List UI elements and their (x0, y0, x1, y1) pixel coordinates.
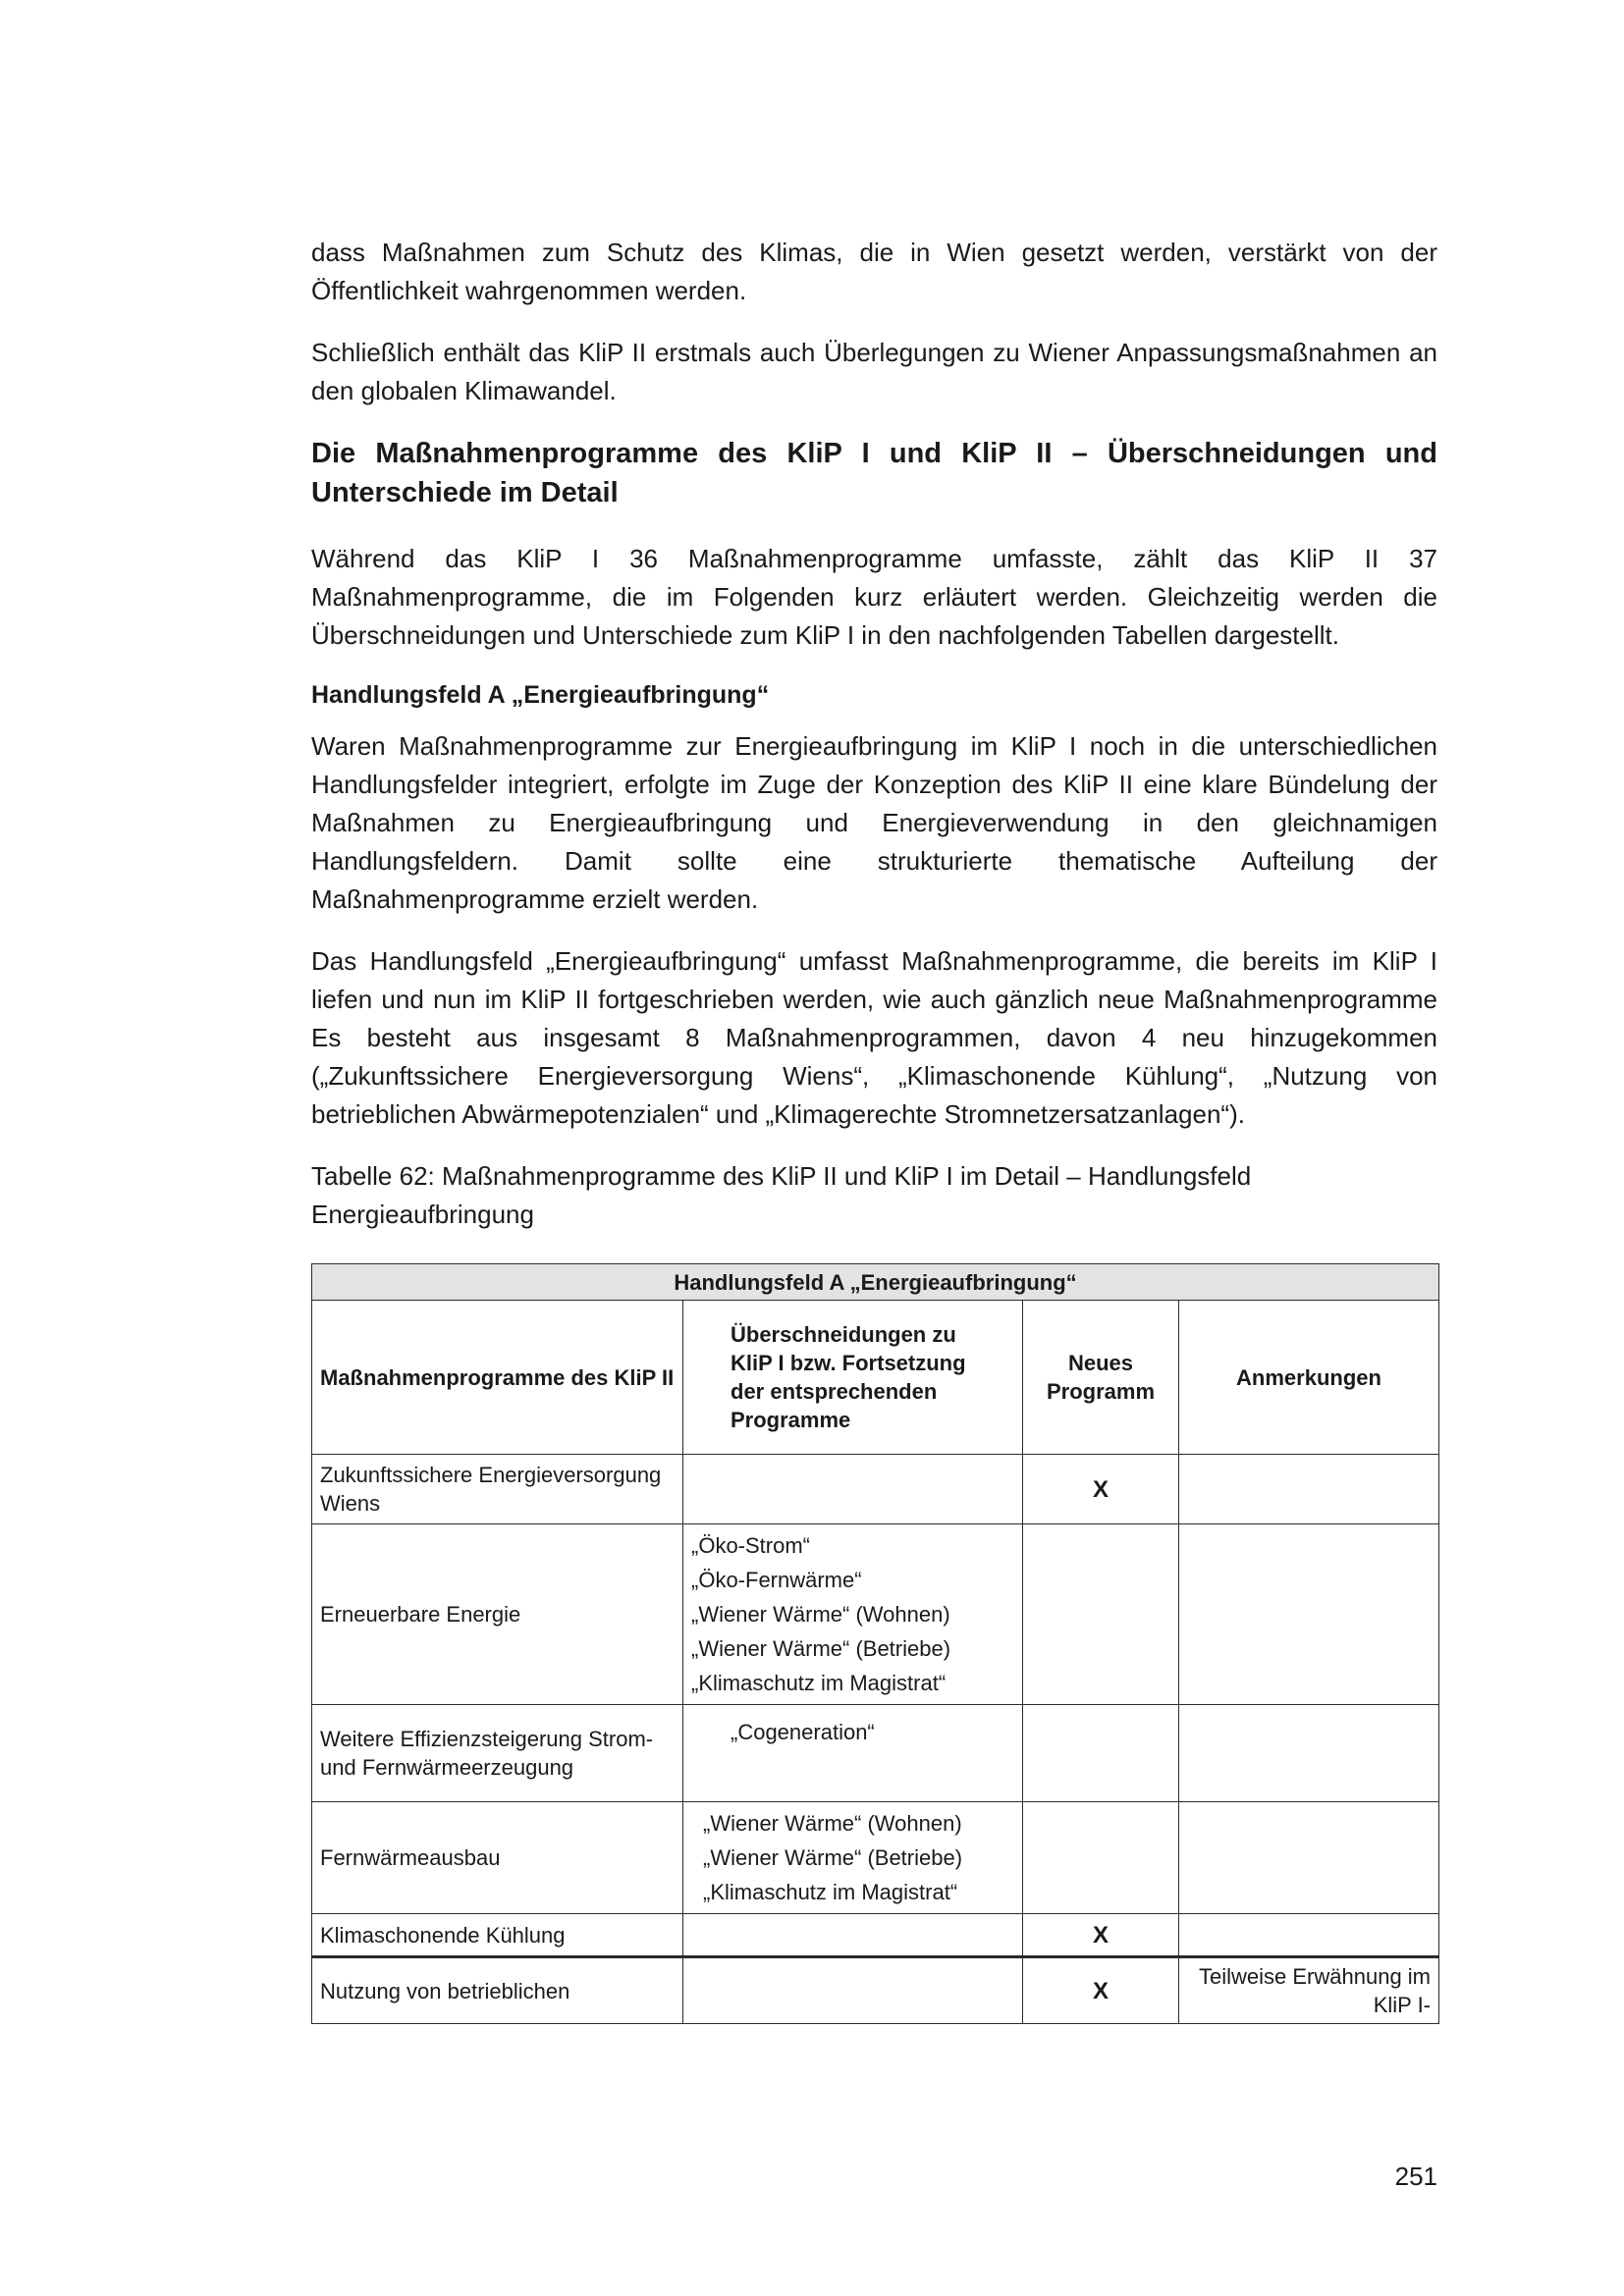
header-new-programme: Neues Programm (1023, 1301, 1179, 1455)
header-overlap: Überschneidungen zu KliP I bzw. Fortsetzung der entsprechenden Programme (683, 1301, 1023, 1455)
notes-cell (1179, 1705, 1439, 1802)
table-band-title: Handlungsfeld A „Energieaufbringung“ (312, 1264, 1439, 1301)
new-programme-mark: X (1023, 1957, 1179, 2024)
new-programme-mark: X (1023, 1455, 1179, 1524)
new-programme-mark (1023, 1524, 1179, 1705)
notes-cell: Teilweise Erwähnung im KliP I- (1179, 1957, 1439, 2024)
table-row (312, 1524, 1439, 1705)
overlap-item: „Öko-Strom“ (691, 1533, 810, 1558)
new-programme-mark (1023, 1705, 1179, 1802)
header-notes: Anmerkungen (1179, 1301, 1439, 1455)
overlap-cell (683, 1524, 1023, 1705)
programme-table (311, 1263, 1439, 2024)
overlap-item: „Wiener Wärme“ (Wohnen) (691, 1602, 950, 1627)
table-row (312, 1957, 1439, 2024)
overlap-item: „Öko-Fernwärme“ (691, 1568, 862, 1592)
programme-name: Erneuerbare Energie (312, 1524, 683, 1705)
table-row (312, 1455, 1439, 1524)
header-programme: Maßnahmenprogramme des KliP II (312, 1301, 683, 1455)
table-row (312, 1705, 1439, 1802)
overlap-item: „Wiener Wärme“ (Betriebe) (691, 1636, 951, 1661)
table-row (312, 1802, 1439, 1914)
notes-cell (1179, 1455, 1439, 1524)
overlap-item: „Wiener Wärme“ (Wohnen) (703, 1811, 962, 1836)
overlap-cell (683, 1705, 1023, 1802)
document-page (311, 234, 1437, 2024)
paragraph-adaptation: Schließlich enthält das KliP II erstmals auch Überlegungen zu Wiener Anpassungsmaßnahmen an den globalen Klimawandel. (311, 338, 1437, 405)
overlap-cell (683, 1957, 1023, 2024)
new-programme-mark: X (1023, 1914, 1179, 1957)
overlap-item: „Klimaschutz im Magistrat“ (691, 1671, 947, 1695)
overlap-item: „Wiener Wärme“ (Betriebe) (703, 1845, 963, 1870)
table-band-row (312, 1264, 1439, 1301)
overlap-cell (683, 1914, 1023, 1957)
page-number: 251 (1394, 2162, 1437, 2191)
section-heading: Die Maßnahmenprogramme des KliP I und KliP II – Überschneidungen und Unterschiede im Detail (311, 438, 1437, 508)
table-caption: Tabelle 62: Maßnahmenprogramme des KliP II und KliP I im Detail – Handlungsfeld Energieaufbringung (311, 1161, 1252, 1229)
programme-name: Zukunftssichere Energieversorgung Wiens (312, 1455, 683, 1524)
programme-name: Nutzung von betrieblichen (312, 1957, 683, 2024)
notes-cell (1179, 1802, 1439, 1914)
programme-name: Klimaschonende Kühlung (312, 1914, 683, 1957)
overlap-cell (683, 1455, 1023, 1524)
subheading-handlungsfeld-a: Handlungsfeld A „Energieaufbringung“ (311, 681, 770, 709)
table-row (312, 1914, 1439, 1957)
table-header-row (312, 1301, 1439, 1455)
overlap-cell (683, 1802, 1023, 1914)
paragraph-programme-count: Während das KliP I 36 Maßnahmenprogramme umfasste, zählt das KliP II 37 Maßnahmenprogramme, die im Folgenden kurz erläutert werden. Gleichzeitig werden die Überschneidungen und Unterschiede zum KliP I in den nachfolgenden Tabellen dargestellt. (311, 544, 1437, 650)
notes-cell (1179, 1524, 1439, 1705)
programme-name: Weitere Effizienzsteigerung Strom- und Fernwärmeerzeugung (312, 1705, 683, 1802)
new-programme-mark (1023, 1802, 1179, 1914)
paragraph-intro: dass Maßnahmen zum Schutz des Klimas, die in Wien gesetzt werden, verstärkt von der Öffentlichkeit wahrgenommen werden. (311, 238, 1437, 305)
overlap-item: „Klimaschutz im Magistrat“ (703, 1880, 958, 1904)
notes-cell (1179, 1914, 1439, 1957)
overlap-item: „Cogeneration“ (731, 1720, 875, 1744)
paragraph-field-description: Das Handlungsfeld „Energieaufbringung“ umfasst Maßnahmenprogramme, die bereits im KliP I liefen und nun im KliP II fortgeschrieben werden, wie auch gänzlich neue Maßnahmenprogramme Es besteht aus insgesamt 8 Maßnahmenprogrammen, davon 4 neu hinzugekommen („Zukunftssichere Energieversorgung Wiens“, „Klimaschonende Kühlung“, „Nutzung von betrieblichen Abwärmepotenzialen“ und „Klimagerechte Stromnetzersatzanlagen“). (311, 946, 1437, 1129)
paragraph-bundling: Waren Maßnahmenprogramme zur Energieaufbringung im KliP I noch in die unterschiedlichen Handlungsfelder integriert, erfolgte im Zuge der Konzeption des KliP II eine klare Bündelung der Maßnahmen zu Energieaufbringung und Energieverwendung in den gleichnamigen Handlungsfeldern. Damit sollte eine strukturierte thematische Aufteilung der Maßnahmenprogramme erzielt werden. (311, 731, 1437, 914)
programme-name: Fernwärmeausbau (312, 1802, 683, 1914)
